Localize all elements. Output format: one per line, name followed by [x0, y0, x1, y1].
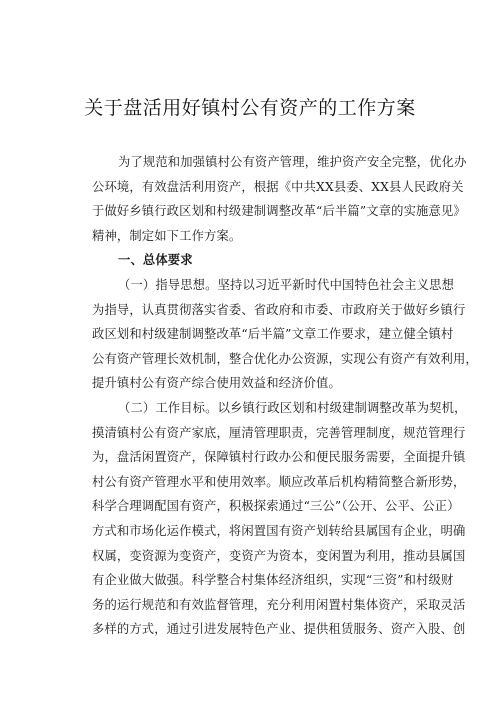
- paragraph-line: 精神，制定如下工作方案。: [92, 228, 242, 243]
- paragraph-line: 科学合理调配国有资产，积极探索通过“三公”（公开、公平、公正）: [92, 499, 460, 514]
- paragraph-line: 为指导，认真贯彻落实省委、省政府和市委、市政府关于做好乡镇行: [92, 302, 466, 317]
- paragraph-line: （二）工作目标。以乡镇行政区划和村级建制调整改革为契机，: [118, 400, 467, 415]
- paragraph-line: 多样的方式，通过引进发展特色产业、提供租赁服务、资产入股、创: [92, 622, 466, 637]
- section-heading: 一、总体要求: [118, 252, 193, 268]
- paragraph-line: 务的运行规范和有效监督管理，充分利用闲置村集体资产，采取灵活: [92, 597, 466, 612]
- paragraph-line: 摸清镇村公有资产家底，厘清管理职责，完善管理制度，规范管理行: [92, 425, 466, 440]
- paragraph-line: （一）指导思想。坚持以习近平新时代中国特色社会主义思想: [118, 277, 455, 292]
- paragraph-line: 为，盘活闲置资产，保障镇村行政办公和便民服务需要，全面提升镇: [92, 450, 466, 465]
- paragraph-line: 有企业做大做强。科学整合村集体经济组织，实现“三资”和村级财: [92, 573, 454, 588]
- paragraph-line: 政区划和村级建制调整改革“后半篇”文章工作要求，建立健全镇村: [92, 327, 454, 342]
- document-body: [92, 150, 478, 642]
- document-title: 关于盘活用好镇村公有资产的工作方案: [84, 97, 416, 119]
- paragraph-line: 权属，变资源为变资产，变资产为资本，变闲置为利用，推动县属国: [92, 548, 466, 563]
- paragraph-line: 村公有资产管理水平和使用效率。顺应改革后机构精简整合新形势，: [92, 474, 466, 489]
- paragraph-line: 提升镇村公有资产综合使用效益和经济价值。: [92, 376, 341, 391]
- paragraph-line: 为了规范和加强镇村公有资产管理，维护资产安全完整，优化办: [118, 155, 467, 169]
- paragraph-line: 公有资产管理长效机制，整合优化办公资源，实现公有资产有效利用，: [92, 351, 478, 366]
- paragraph-line: 方式和市场化运作模式，将闲置国有资产划转给县属国有企业，明确: [92, 523, 466, 538]
- paragraph-line: 于做好乡镇行政区划和村级建制调整改革“后半篇”文章的实施意见》: [92, 204, 466, 219]
- paragraph-line: 公环境，有效盘活利用资产，根据《中共XX县委、XX县人民政府关: [92, 179, 464, 194]
